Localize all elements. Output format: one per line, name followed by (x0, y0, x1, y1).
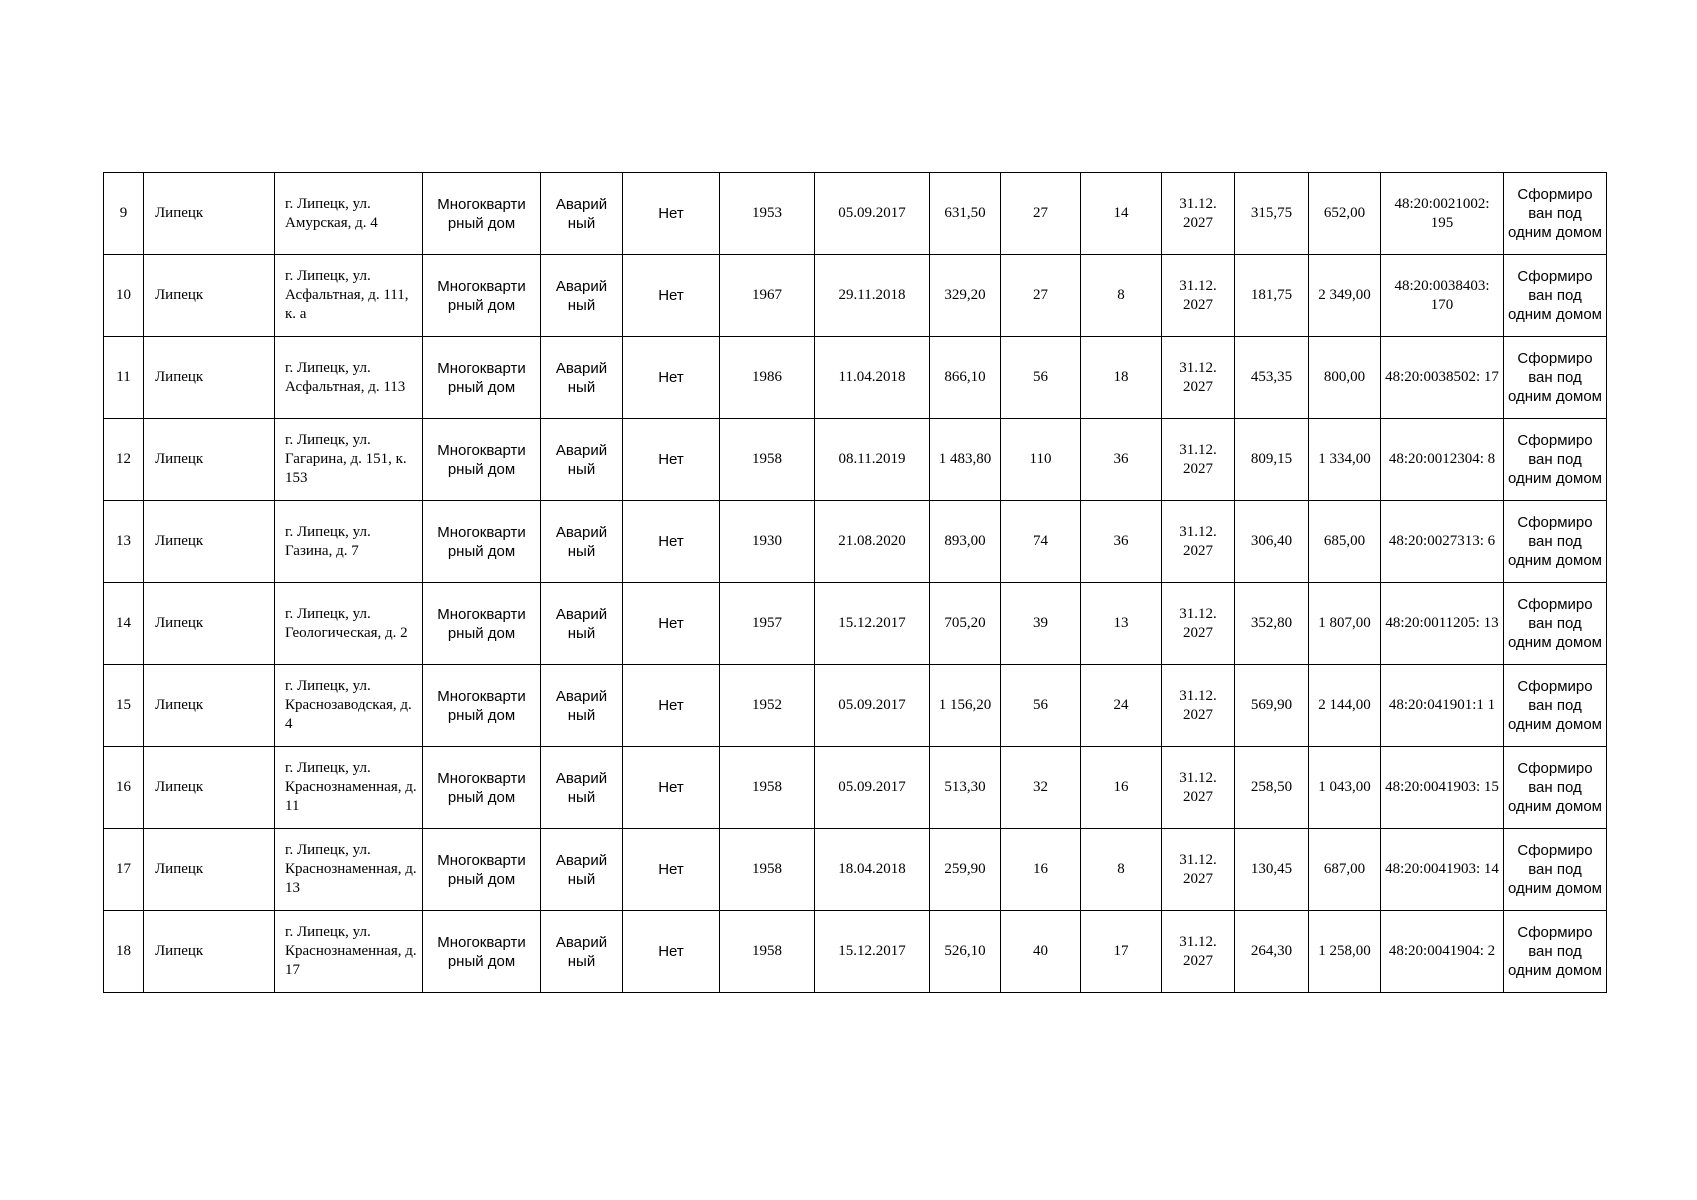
total-area-cell: 513,30 (930, 747, 1001, 829)
year-built-cell: 1958 (720, 829, 815, 911)
cadastral-number-cell: 48:20:0041903: 14 (1381, 829, 1504, 911)
resettlement-deadline-cell: 31.12. 2027 (1162, 829, 1235, 911)
residents-count-cell: 40 (1001, 911, 1081, 993)
residents-count-cell: 110 (1001, 419, 1081, 501)
condition-cell: Аварий ный (541, 665, 623, 747)
city-cell: Липецк (144, 337, 275, 419)
address-cell: г. Липецк, ул. Геологическая, д. 2 (275, 583, 423, 665)
recognition-date-cell: 29.11.2018 (815, 255, 930, 337)
resettlement-deadline-cell: 31.12. 2027 (1162, 337, 1235, 419)
housing-table (103, 172, 1607, 993)
land-area-cell: 652,00 (1309, 173, 1381, 255)
condition-cell: Аварий ный (541, 337, 623, 419)
building-type-cell: Многокварти рный дом (423, 747, 541, 829)
city-cell: Липецк (144, 173, 275, 255)
remark-cell: Сформиро ван под одним домом (1504, 419, 1607, 501)
remark-cell: Сформиро ван под одним домом (1504, 665, 1607, 747)
city-cell: Липецк (144, 419, 275, 501)
residents-count-cell: 39 (1001, 583, 1081, 665)
resettlement-deadline-cell: 31.12. 2027 (1162, 747, 1235, 829)
year-built-cell: 1957 (720, 583, 815, 665)
condition-cell: Аварий ный (541, 747, 623, 829)
premises-count-cell: 8 (1081, 829, 1162, 911)
residents-count-cell: 16 (1001, 829, 1081, 911)
table-row (104, 419, 1607, 501)
recognition-date-cell: 05.09.2017 (815, 665, 930, 747)
condition-cell: Аварий ный (541, 173, 623, 255)
land-area-cell: 1 807,00 (1309, 583, 1381, 665)
resettlement-deadline-cell: 31.12. 2027 (1162, 173, 1235, 255)
address-cell: г. Липецк, ул. Асфальтная, д. 113 (275, 337, 423, 419)
remark-cell: Сформиро ван под одним домом (1504, 173, 1607, 255)
total-area-cell: 705,20 (930, 583, 1001, 665)
land-area-cell: 687,00 (1309, 829, 1381, 911)
premises-count-cell: 36 (1081, 501, 1162, 583)
cadastral-number-cell: 48:20:0041904: 2 (1381, 911, 1504, 993)
table-row (104, 911, 1607, 993)
cultural-heritage-cell: Нет (623, 337, 720, 419)
year-built-cell: 1967 (720, 255, 815, 337)
cultural-heritage-cell: Нет (623, 419, 720, 501)
table-row (104, 583, 1607, 665)
address-cell: г. Липецк, ул. Краснозаводская, д. 4 (275, 665, 423, 747)
premises-count-cell: 18 (1081, 337, 1162, 419)
residents-count-cell: 27 (1001, 255, 1081, 337)
premises-count-cell: 16 (1081, 747, 1162, 829)
residents-count-cell: 74 (1001, 501, 1081, 583)
resettlement-deadline-cell: 31.12. 2027 (1162, 911, 1235, 993)
recognition-date-cell: 15.12.2017 (815, 911, 930, 993)
table-row (104, 665, 1607, 747)
cadastral-number-cell: 48:20:0021002: 195 (1381, 173, 1504, 255)
premises-count-cell: 24 (1081, 665, 1162, 747)
condition-cell: Аварий ный (541, 501, 623, 583)
address-cell: г. Липецк, ул. Гагарина, д. 151, к. 153 (275, 419, 423, 501)
cultural-heritage-cell: Нет (623, 747, 720, 829)
remark-cell: Сформиро ван под одним домом (1504, 829, 1607, 911)
cadastral-number-cell: 48:20:0012304: 8 (1381, 419, 1504, 501)
cultural-heritage-cell: Нет (623, 255, 720, 337)
cadastral-number-cell: 48:20:0011205: 13 (1381, 583, 1504, 665)
resettlement-deadline-cell: 31.12. 2027 (1162, 255, 1235, 337)
total-area-cell: 866,10 (930, 337, 1001, 419)
address-cell: г. Липецк, ул. Газина, д. 7 (275, 501, 423, 583)
condition-cell: Аварий ный (541, 583, 623, 665)
row-number-cell: 14 (104, 583, 144, 665)
city-cell: Липецк (144, 255, 275, 337)
remark-cell: Сформиро ван под одним домом (1504, 337, 1607, 419)
cultural-heritage-cell: Нет (623, 911, 720, 993)
land-area-cell: 800,00 (1309, 337, 1381, 419)
living-area-cell: 306,40 (1235, 501, 1309, 583)
recognition-date-cell: 08.11.2019 (815, 419, 930, 501)
cultural-heritage-cell: Нет (623, 829, 720, 911)
living-area-cell: 315,75 (1235, 173, 1309, 255)
condition-cell: Аварий ный (541, 419, 623, 501)
total-area-cell: 329,20 (930, 255, 1001, 337)
table-body (104, 173, 1607, 993)
row-number-cell: 17 (104, 829, 144, 911)
resettlement-deadline-cell: 31.12. 2027 (1162, 583, 1235, 665)
recognition-date-cell: 15.12.2017 (815, 583, 930, 665)
address-cell: г. Липецк, ул. Краснознаменная, д. 11 (275, 747, 423, 829)
land-area-cell: 685,00 (1309, 501, 1381, 583)
living-area-cell: 130,45 (1235, 829, 1309, 911)
premises-count-cell: 8 (1081, 255, 1162, 337)
year-built-cell: 1958 (720, 747, 815, 829)
remark-cell: Сформиро ван под одним домом (1504, 911, 1607, 993)
cadastral-number-cell: 48:20:0027313: 6 (1381, 501, 1504, 583)
table-row (104, 255, 1607, 337)
building-type-cell: Многокварти рный дом (423, 829, 541, 911)
residents-count-cell: 56 (1001, 665, 1081, 747)
resettlement-deadline-cell: 31.12. 2027 (1162, 501, 1235, 583)
premises-count-cell: 13 (1081, 583, 1162, 665)
total-area-cell: 631,50 (930, 173, 1001, 255)
address-cell: г. Липецк, ул. Амурская, д. 4 (275, 173, 423, 255)
row-number-cell: 9 (104, 173, 144, 255)
building-type-cell: Многокварти рный дом (423, 665, 541, 747)
total-area-cell: 1 483,80 (930, 419, 1001, 501)
building-type-cell: Многокварти рный дом (423, 255, 541, 337)
row-number-cell: 13 (104, 501, 144, 583)
year-built-cell: 1958 (720, 911, 815, 993)
total-area-cell: 893,00 (930, 501, 1001, 583)
living-area-cell: 181,75 (1235, 255, 1309, 337)
year-built-cell: 1953 (720, 173, 815, 255)
row-number-cell: 11 (104, 337, 144, 419)
condition-cell: Аварий ный (541, 911, 623, 993)
table-row (104, 829, 1607, 911)
land-area-cell: 1 258,00 (1309, 911, 1381, 993)
city-cell: Липецк (144, 911, 275, 993)
city-cell: Липецк (144, 829, 275, 911)
total-area-cell: 259,90 (930, 829, 1001, 911)
residents-count-cell: 32 (1001, 747, 1081, 829)
row-number-cell: 10 (104, 255, 144, 337)
row-number-cell: 15 (104, 665, 144, 747)
total-area-cell: 526,10 (930, 911, 1001, 993)
table-row (104, 337, 1607, 419)
table-row (104, 501, 1607, 583)
living-area-cell: 264,30 (1235, 911, 1309, 993)
city-cell: Липецк (144, 665, 275, 747)
total-area-cell: 1 156,20 (930, 665, 1001, 747)
land-area-cell: 1 334,00 (1309, 419, 1381, 501)
recognition-date-cell: 18.04.2018 (815, 829, 930, 911)
building-type-cell: Многокварти рный дом (423, 173, 541, 255)
resettlement-deadline-cell: 31.12. 2027 (1162, 665, 1235, 747)
city-cell: Липецк (144, 747, 275, 829)
cadastral-number-cell: 48:20:0041903: 15 (1381, 747, 1504, 829)
condition-cell: Аварий ный (541, 829, 623, 911)
premises-count-cell: 14 (1081, 173, 1162, 255)
address-cell: г. Липецк, ул. Краснознаменная, д. 17 (275, 911, 423, 993)
building-type-cell: Многокварти рный дом (423, 583, 541, 665)
land-area-cell: 2 349,00 (1309, 255, 1381, 337)
remark-cell: Сформиро ван под одним домом (1504, 501, 1607, 583)
premises-count-cell: 36 (1081, 419, 1162, 501)
row-number-cell: 18 (104, 911, 144, 993)
cultural-heritage-cell: Нет (623, 173, 720, 255)
residents-count-cell: 56 (1001, 337, 1081, 419)
resettlement-deadline-cell: 31.12. 2027 (1162, 419, 1235, 501)
year-built-cell: 1930 (720, 501, 815, 583)
remark-cell: Сформиро ван под одним домом (1504, 255, 1607, 337)
city-cell: Липецк (144, 583, 275, 665)
recognition-date-cell: 05.09.2017 (815, 747, 930, 829)
living-area-cell: 453,35 (1235, 337, 1309, 419)
cadastral-number-cell: 48:20:041901:1 1 (1381, 665, 1504, 747)
address-cell: г. Липецк, ул. Краснознаменная, д. 13 (275, 829, 423, 911)
table-row (104, 173, 1607, 255)
remark-cell: Сформиро ван под одним домом (1504, 747, 1607, 829)
recognition-date-cell: 11.04.2018 (815, 337, 930, 419)
land-area-cell: 1 043,00 (1309, 747, 1381, 829)
recognition-date-cell: 21.08.2020 (815, 501, 930, 583)
living-area-cell: 258,50 (1235, 747, 1309, 829)
recognition-date-cell: 05.09.2017 (815, 173, 930, 255)
cultural-heritage-cell: Нет (623, 583, 720, 665)
row-number-cell: 16 (104, 747, 144, 829)
living-area-cell: 569,90 (1235, 665, 1309, 747)
year-built-cell: 1986 (720, 337, 815, 419)
residents-count-cell: 27 (1001, 173, 1081, 255)
building-type-cell: Многокварти рный дом (423, 419, 541, 501)
building-type-cell: Многокварти рный дом (423, 911, 541, 993)
year-built-cell: 1952 (720, 665, 815, 747)
condition-cell: Аварий ный (541, 255, 623, 337)
address-cell: г. Липецк, ул. Асфальтная, д. 111, к. а (275, 255, 423, 337)
land-area-cell: 2 144,00 (1309, 665, 1381, 747)
cultural-heritage-cell: Нет (623, 501, 720, 583)
premises-count-cell: 17 (1081, 911, 1162, 993)
living-area-cell: 809,15 (1235, 419, 1309, 501)
year-built-cell: 1958 (720, 419, 815, 501)
cadastral-number-cell: 48:20:0038403: 170 (1381, 255, 1504, 337)
building-type-cell: Многокварти рный дом (423, 501, 541, 583)
row-number-cell: 12 (104, 419, 144, 501)
city-cell: Липецк (144, 501, 275, 583)
cadastral-number-cell: 48:20:0038502: 17 (1381, 337, 1504, 419)
cultural-heritage-cell: Нет (623, 665, 720, 747)
living-area-cell: 352,80 (1235, 583, 1309, 665)
table-row (104, 747, 1607, 829)
remark-cell: Сформиро ван под одним домом (1504, 583, 1607, 665)
building-type-cell: Многокварти рный дом (423, 337, 541, 419)
